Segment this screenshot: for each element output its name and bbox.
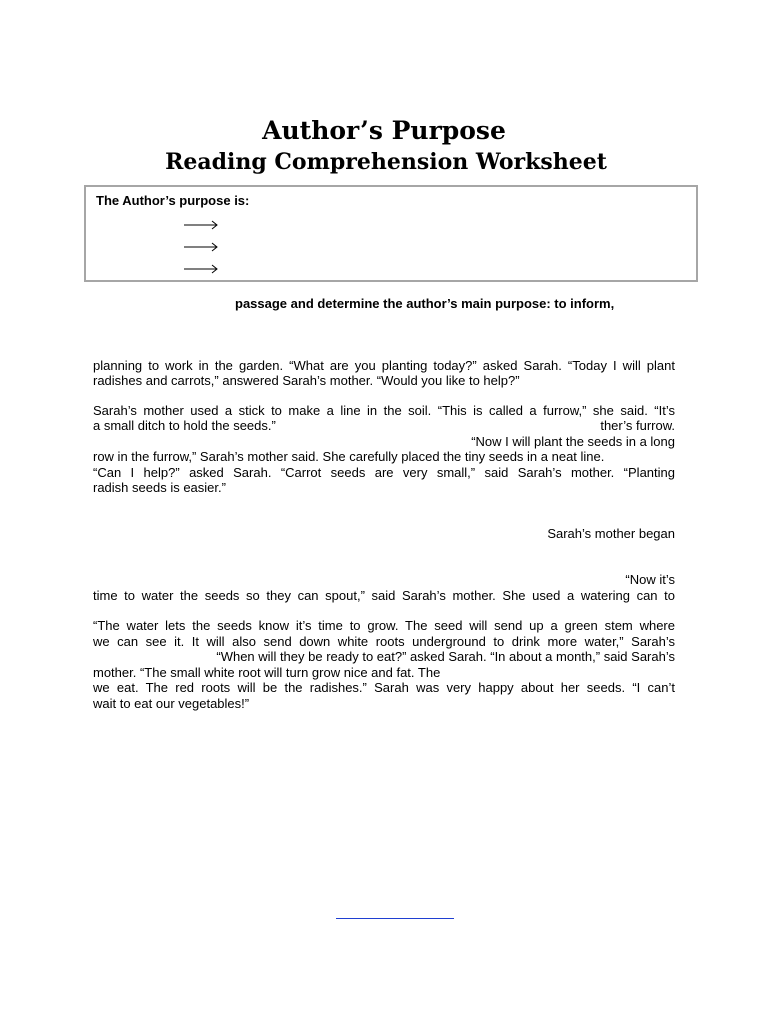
hyperlink-underline[interactable] [336, 918, 454, 919]
authors-purpose-box [84, 185, 698, 282]
passage-line: planning to work in the garden. “What are you planting today?” asked Sarah. “Today I will plant [93, 358, 675, 373]
passage-line: wait to eat our vegetables!” [93, 696, 250, 711]
passage-line: time to water the seeds so they can spout,” said Sarah’s mother. She used a watering can to [93, 588, 675, 603]
passage-line: Sarah’s mother used a stick to make a line in the soil. “This is called a furrow,” she said. “It’s [93, 403, 675, 418]
passage-line: “Now it’s [625, 572, 675, 587]
passage-line: we can see it. It will also send down white roots underground to drink more water,” Sarah’s [93, 634, 675, 649]
right-arrow-icon [184, 264, 220, 274]
passage-line: “Can I help?” asked Sarah. “Carrot seeds are very small,” said Sarah’s mother. “Planting [93, 465, 675, 480]
passage-line: row in the furrow,” Sarah’s mother said. She carefully placed the tiny seeds in a neat line. [93, 449, 605, 464]
instruction-text: passage and determine the author’s main purpose: to inform, [235, 296, 615, 311]
passage-line: radish seeds is easier.” [93, 480, 226, 495]
passage-line: ther’s furrow. [600, 418, 675, 433]
passage-line: Sarah’s mother began [547, 526, 675, 541]
passage-line: “When will they be ready to eat?” asked Sarah. “In about a month,” said Sarah’s [216, 649, 675, 664]
passage-line: “The water lets the seeds know it’s time to grow. The seed will send up a green stem where [93, 618, 675, 633]
page-title: Author’s Purpose [262, 116, 506, 145]
passage-line: radishes and carrots,” answered Sarah’s mother. “Would you like to help?” [93, 373, 520, 388]
passage-line: “Now I will plant the seeds in a long [471, 434, 675, 449]
purpose-label: The Author’s purpose is: [96, 193, 250, 208]
right-arrow-icon [184, 242, 220, 252]
passage-line: we eat. The red roots will be the radishes.” Sarah was very happy about her seeds. “I can’t [93, 680, 675, 695]
right-arrow-icon [184, 220, 220, 230]
passage-line: mother. “The small white root will turn grow nice and fat. The [93, 665, 441, 680]
page-subtitle: Reading Comprehension Worksheet [165, 149, 607, 175]
passage-line: a small ditch to hold the seeds.” [93, 418, 276, 433]
